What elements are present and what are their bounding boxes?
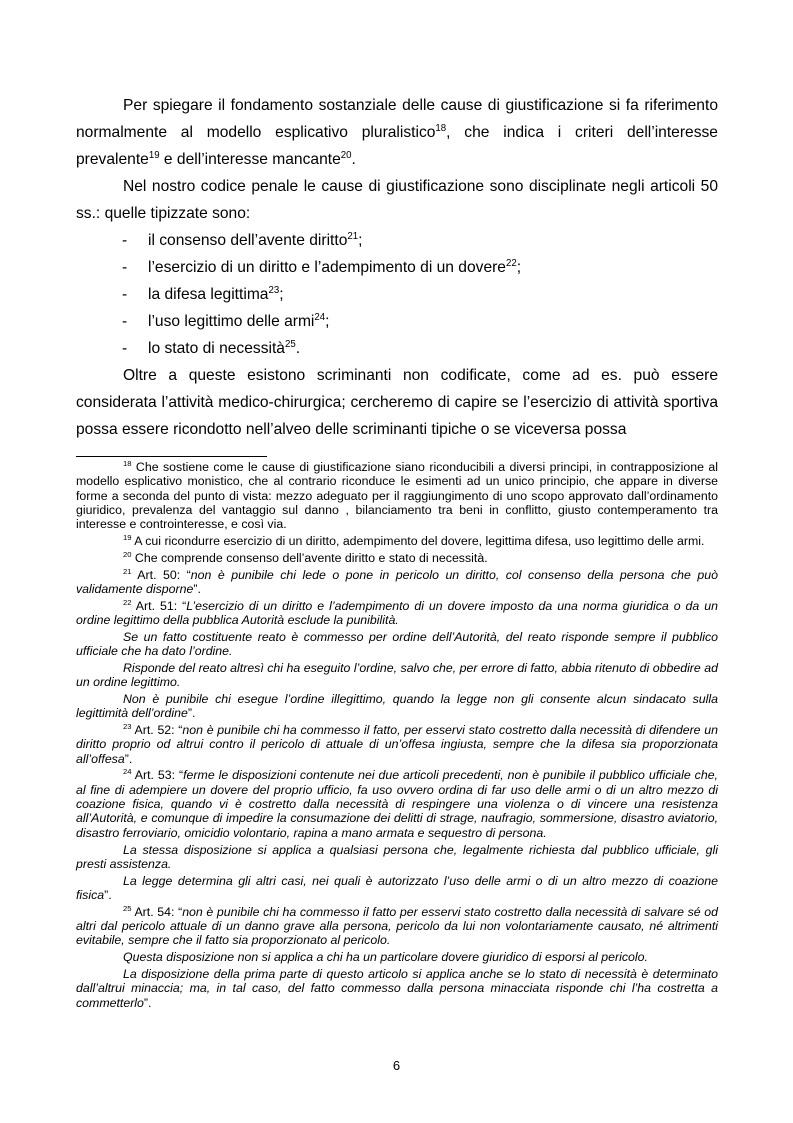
footnote-25: $^{25}$ Art. 54: “non è punibile chi ha commesso il fatto per esservi stato costretto dalla necessità di salvare sé od altri dal pericolo attuale di un danno grave alla persona, pericolo da lui non volontariamente causato, né altrimenti evitabile, sempre che il fatto sia proporzionato al pericolo. <box>76 903 718 948</box>
list-dash: - <box>122 259 128 276</box>
footnote-ref-24[interactable]: 24 <box>314 311 326 323</box>
footnote-22: $^{22}$ Art. 51: “L’esercizio di un diritto e l’adempimento di un dovere imposto da una norma giuridica o da un ordine legittimo della pubblica Autorità esclude la punibilità. <box>76 597 718 627</box>
footnote-22-cont: Se un fatto costituente reato è commesso per ordine dell’Autorità, del reato risponde sempre il pubblico ufficiale che ha dato l’ordine. <box>76 629 718 659</box>
page-number: 6 <box>392 1058 401 1073</box>
footnote-ref-23[interactable]: 23 <box>268 284 280 296</box>
footnote-ref-19[interactable]: 19 <box>148 149 160 161</box>
list-dash: - <box>122 340 128 357</box>
footnote-18: $^{18}$ Che sostiene come le cause di giustificazione siano riconducibili a diversi principi, in contrapposizione al modello esplicativo monistico, che al contrario riconduce le esimenti ad un unico principio, che appare in diverse forme a seconda del punto di vista: mezzo adeguato per il raggiungimento di uno scopo approvato dall’ordinamento giuridico, prevalenza del vantaggio sul danno , bilanciamento tra beni in conflitto, giusto contemperamento tra interesse e controinteresse, e così via. <box>76 458 718 532</box>
footnote-ref-18[interactable]: 18 <box>435 122 447 134</box>
footnote-25-cont: La disposizione della prima parte di questo articolo si applica anche se lo stato di necessità è determinato dall’altrui minaccia; ma, in tal caso, del fatto commesso dalla persona minacciata risponde chi l’ha costretta a commetterlo”. <box>76 966 718 1010</box>
footnote-23: $^{23}$ Art. 52: “non è punibile chi ha commesso il fatto, per esservi stato costretto dalla necessità di difendere un diritto proprio od altrui contro il pericolo di attuale di un’offesa ingiusta, sempre che la difesa sia proporzionata all’offesa”. <box>76 721 718 766</box>
footnote-ref-21[interactable]: 21 <box>347 230 359 242</box>
list-item: - l’uso legittimo delle armi$^{24}$; <box>76 308 718 335</box>
footnote-24-cont: La stessa disposizione si applica a qualsiasi persona che, legalmente richiesta dal pubblico ufficiale, gli presti assistenza. <box>76 842 718 871</box>
list-item: - lo stato di necessità$^{25}$. <box>76 335 718 362</box>
justification-causes-list <box>76 227 718 362</box>
paragraph-uncodified: Oltre a queste esistono scriminanti non codificate, come ad es. può essere considerata l’attività medico-chirurgica; cercheremo di capire se l’esercizio di attività sportiva possa essere ricondotto nell’alveo delle scriminanti tipiche o se viceversa possa <box>76 367 718 438</box>
list-item: - la difesa legittima$^{23}$; <box>76 281 718 308</box>
main-text <box>76 92 718 443</box>
footnote-ref-22[interactable]: 22 <box>505 257 517 269</box>
footnote-separator <box>76 456 267 457</box>
footnote-19: $^{19}$ A cui ricondurre esercizio di un diritto, adempimento del dovere, legittima difesa, uso legittimo delle armi. <box>123 533 705 549</box>
footnote-24: $^{24}$ Art. 53: “ferme le disposizioni contenute nei due articoli precedenti, non è punibile il pubblico ufficiale che, al fine di adempiere un dovere del proprio ufficio, fa uso ovvero ordina di far uso delle armi o di un altro mezzo di coazione fisica, quando vi è costretto dalla necessità di respingere una violenza o di vincere una resistenza all’Autorità, e comunque di impedire la consumazione dei delitti di strage, naufragio, sommersione, disastro aviatorio, disastro ferroviario, omicidio volontario, rapina a mano armata e sequestro di persona. <box>76 767 718 840</box>
footnote-25-cont: Questa disposizione non si applica a chi ha un particolare dovere giuridico di esporsi al pericolo. <box>123 950 648 965</box>
list-dash: - <box>122 313 128 330</box>
footnote-22-cont: Risponde del reato altresì chi ha eseguito l’ordine, salvo che, per errore di fatto, abbia ritenuto di obbedire ad un ordine legittimo. <box>76 660 718 690</box>
list-item: - l’esercizio di un diritto e l’adempimento di un dovere$^{22}$; <box>76 254 718 281</box>
list-item: - il consenso dell’avente diritto$^{21}$; <box>76 227 718 254</box>
footnote-21: $^{21}$ Art. 50: “non è punibile chi lede o pone in pericolo un diritto, col consenso della persona che può validamente disporne”. <box>76 566 718 596</box>
footnote-ref-25[interactable]: 25 <box>284 338 296 350</box>
footnote-ref-20[interactable]: 20 <box>340 149 352 161</box>
list-dash: - <box>122 286 128 303</box>
paragraph-penal-code: Nel nostro codice penale le cause di giustificazione sono disciplinate negli articoli 50 ss.: quelle tipizzate sono: <box>76 178 718 222</box>
footnote-22-cont: Non è punibile chi esegue l’ordine illegittimo, quando la legge non gli consente alcun sindacato sulla legittimità dell’ordine”. <box>76 691 718 721</box>
footnotes <box>76 460 718 1012</box>
footnote-24-cont: La legge determina gli altri casi, nei quali è autorizzato l’uso delle armi o di un altro mezzo di coazione fisica”. <box>76 873 718 902</box>
footnote-20: $^{20}$ Che comprende consenso dell’avente diritto e stato di necessità. <box>123 549 488 565</box>
paragraph-justification-basis: Per spiegare il fondamento sostanziale delle cause di giustificazione si fa riferimento normalmente al modello esplicativo pluralistico$^{18}$, che indica i criteri dell’interesse prevalente$^{19}$ e dell’interesse mancante$^{20}$. <box>76 97 718 168</box>
list-dash: - <box>122 232 128 249</box>
